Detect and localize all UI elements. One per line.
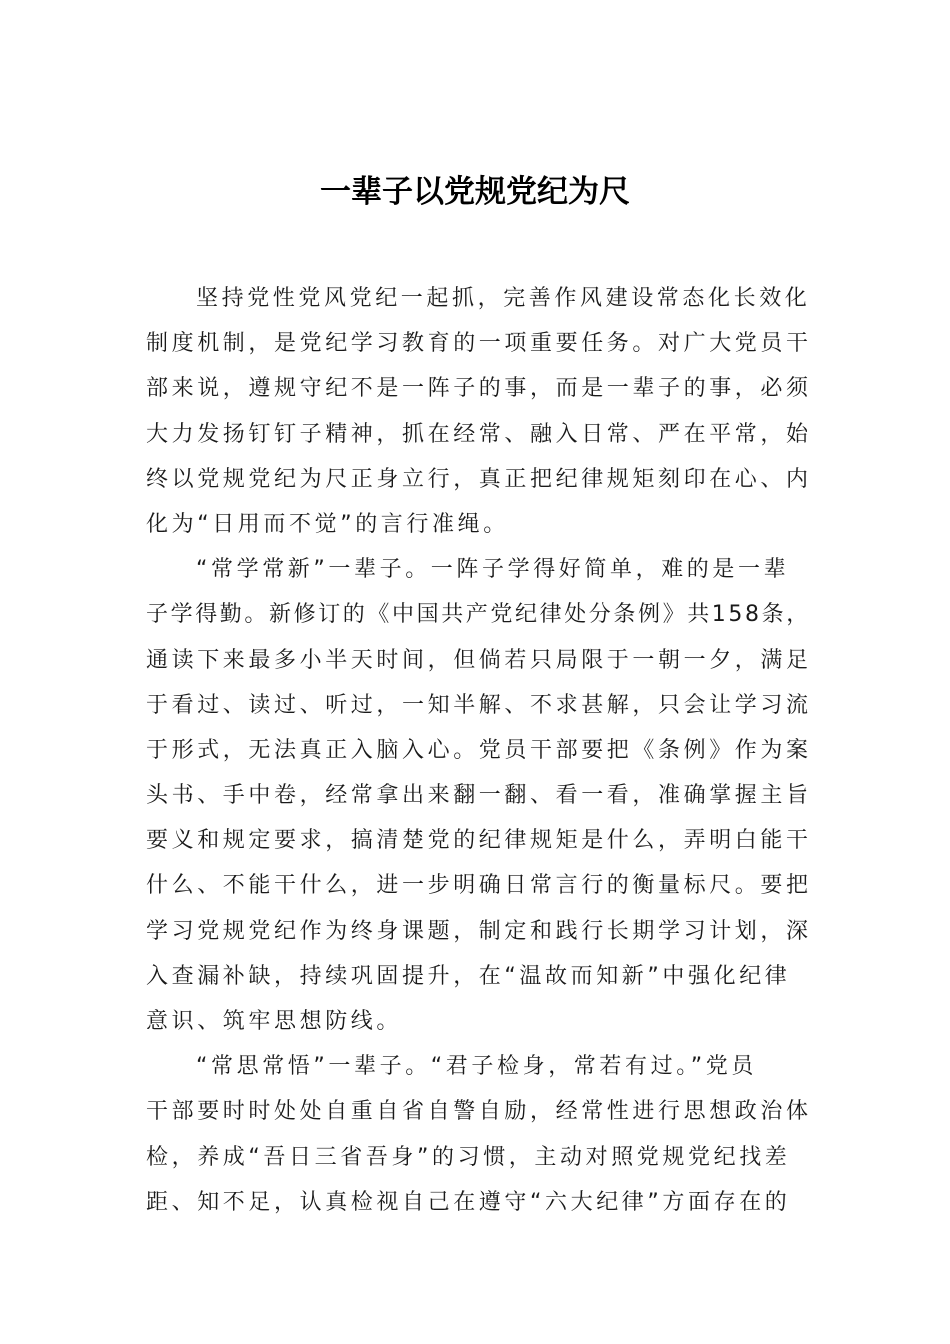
text-line: 大力发扬钉钉子精神，抓在经常、融入日常、严在平常，始 <box>146 421 812 447</box>
text-line: 坚持党性党风党纪一起抓，完善作风建设常态化长效化 <box>196 286 811 311</box>
text-line: 子学得勤。新修订的《中国共产党纪律处分条例》共158条， <box>146 602 811 628</box>
paragraph <box>146 1044 811 1225</box>
text-line: 入查漏补缺，持续巩固提升，在“温故而知新”中强化纪律 <box>146 963 791 989</box>
document-body <box>146 276 811 1225</box>
text-line: 制度机制，是党纪学习教育的一项重要任务。对广大党员干 <box>146 331 812 357</box>
text-line: 终以党规党纪为尺正身立行，真正把纪律规矩刻印在心、内 <box>146 466 812 492</box>
paragraph <box>146 276 811 547</box>
text-line: 学习党规党纪作为终身课题，制定和践行长期学习计划，深 <box>146 918 812 944</box>
text-line: 于形式，无法真正入脑入心。党员干部要把《条例》作为案 <box>146 737 812 763</box>
text-line: 意识、筑牢思想防线。 <box>146 1009 403 1034</box>
document-title: 一辈子以党规党纪为尺 <box>320 174 630 210</box>
text-line: 部来说，遵规守纪不是一阵子的事，而是一辈子的事，必须 <box>146 376 812 402</box>
text-line: 检，养成“吾日三省吾身”的习惯，主动对照党规党纪找差 <box>146 1144 791 1170</box>
text-line: 距、知不足，认真检视自己在遵守“六大纪律”方面存在的 <box>146 1189 791 1215</box>
text-line: “常学常新”一辈子。一阵子学得好简单，难的是一辈 <box>196 557 790 583</box>
text-line: 要义和规定要求，搞清楚党的纪律规矩是什么，弄明白能干 <box>146 828 812 854</box>
text-line: 通读下来最多小半天时间，但倘若只局限于一朝一夕，满足 <box>146 647 812 673</box>
paragraph <box>146 547 811 1044</box>
text-line: 什么、不能干什么，进一步明确日常言行的衡量标尺。要把 <box>146 873 812 899</box>
text-line: 化为“日用而不觉”的言行准绳。 <box>146 511 509 537</box>
text-line: 头书、手中卷，经常拿出来翻一翻、看一看，准确掌握主旨 <box>146 783 812 809</box>
text-line: 于看过、读过、听过，一知半解、不求甚解，只会让学习流 <box>146 692 812 718</box>
text-line: 干部要时时处处自重自省自警自励，经常性进行思想政治体 <box>146 1099 812 1125</box>
text-line: “常思常悟”一辈子。“君子检身，常若有过。”党员 <box>196 1054 757 1080</box>
